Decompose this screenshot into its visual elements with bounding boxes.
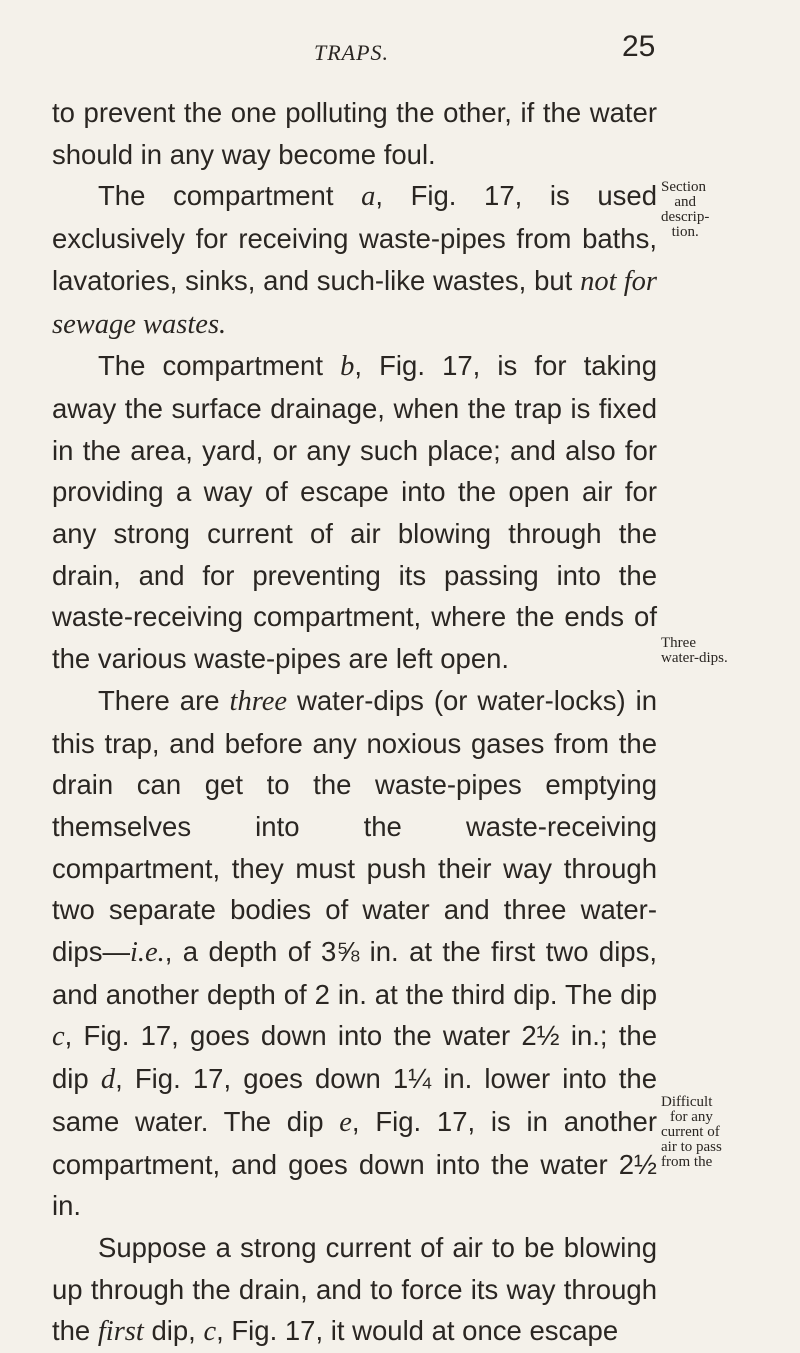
paragraph-2-text-a: The compartment — [98, 180, 362, 212]
paragraph-3-text-b: , Fig. 17, is for taking away the surface drainage, when the trap is fixed in the area, yard, or any such place; and also for providing a way of escape into the open air for any strong current of air blowing through the drain, and for preventing its passing into the waste-receiving compartment, where the ends of the various waste-pipes are left open. — [52, 350, 657, 675]
paragraph-3 — [52, 345, 657, 680]
paragraph-2-italic: not for sewage wastes. — [52, 265, 657, 340]
figure-letter-c: c — [52, 1021, 65, 1053]
paragraph-4-text-b: water-dips (or water-locks) in this trap, and before any noxious gases from the drain can get to the waste-pipes emptying themselves into the waste-receiving compartment, they must push their way through two separate bodies of water and three water-dips— — [52, 684, 657, 968]
paragraph-5-text-b: dip, — [143, 1315, 204, 1347]
paragraph-5-text-c: , Fig. 17, it would at once escape — [216, 1315, 619, 1347]
side-note-difficult — [661, 1095, 722, 1170]
side-note-line: from the — [661, 1154, 713, 1170]
italic-ie: i.e. — [129, 937, 165, 969]
side-note-line: water-dips. — [661, 650, 728, 666]
figure-letter-b: b — [340, 351, 355, 383]
italic-first: first — [97, 1316, 144, 1348]
figure-letter-e: e — [339, 1106, 352, 1138]
side-note-line: current of — [661, 1124, 720, 1140]
paragraph-4-text-a: There are — [98, 684, 230, 716]
paragraph-2-text-b: , Fig. 17, is used exclusively for receiving waste-pipes from baths, lavatories, sinks, and such-like wastes, but — [52, 180, 657, 296]
side-note-line: Section — [661, 179, 706, 195]
side-note-three — [661, 636, 728, 666]
figure-letter-a: a — [361, 181, 376, 213]
side-note-line: air to pass — [661, 1139, 722, 1155]
paragraph-5-text-a: Suppose a strong current of air to be blowing up through the drain, and to force its way through the — [52, 1231, 657, 1347]
page-number: 25 — [622, 30, 656, 63]
page-header — [0, 22, 800, 78]
body-text — [52, 92, 657, 1353]
side-note-line: and — [674, 194, 696, 210]
paragraph-4-text-e: , Fig. 17, goes down 1¼ in. lower into the same water. The dip — [52, 1063, 657, 1137]
figure-letter-d: d — [100, 1064, 116, 1096]
paragraph-2 — [52, 175, 657, 345]
side-note-line: descrip- — [661, 209, 710, 225]
paragraph-5 — [52, 1227, 657, 1353]
paragraph-3-text-a: The compartment — [98, 350, 341, 382]
paragraph-4-text-d: , Fig. 17, goes down into the water 2½ in.; the dip — [52, 1020, 657, 1095]
side-note-line: Difficult — [661, 1094, 713, 1110]
side-note-line: Three — [661, 635, 696, 651]
side-note-line: tion. — [671, 224, 699, 240]
paragraph-1: to prevent the one polluting the other, if the water should in any way become foul. — [52, 97, 657, 170]
side-note-line: for any — [669, 1109, 713, 1125]
paragraph-4-text-f: , Fig. 17, is in another compartment, and goes down into the water 2½ in. — [52, 1105, 657, 1222]
side-note-section — [661, 180, 709, 240]
italic-three: three — [229, 685, 288, 717]
running-title: TRAPS. — [314, 40, 390, 65]
figure-letter-c-2: c — [203, 1316, 217, 1348]
paragraph-4-text-c: , a depth of 3⅝ in. at the first two dips, and another depth of 2 in. at the third dip. The dip — [52, 936, 657, 1010]
paragraph-4 — [52, 680, 657, 1227]
